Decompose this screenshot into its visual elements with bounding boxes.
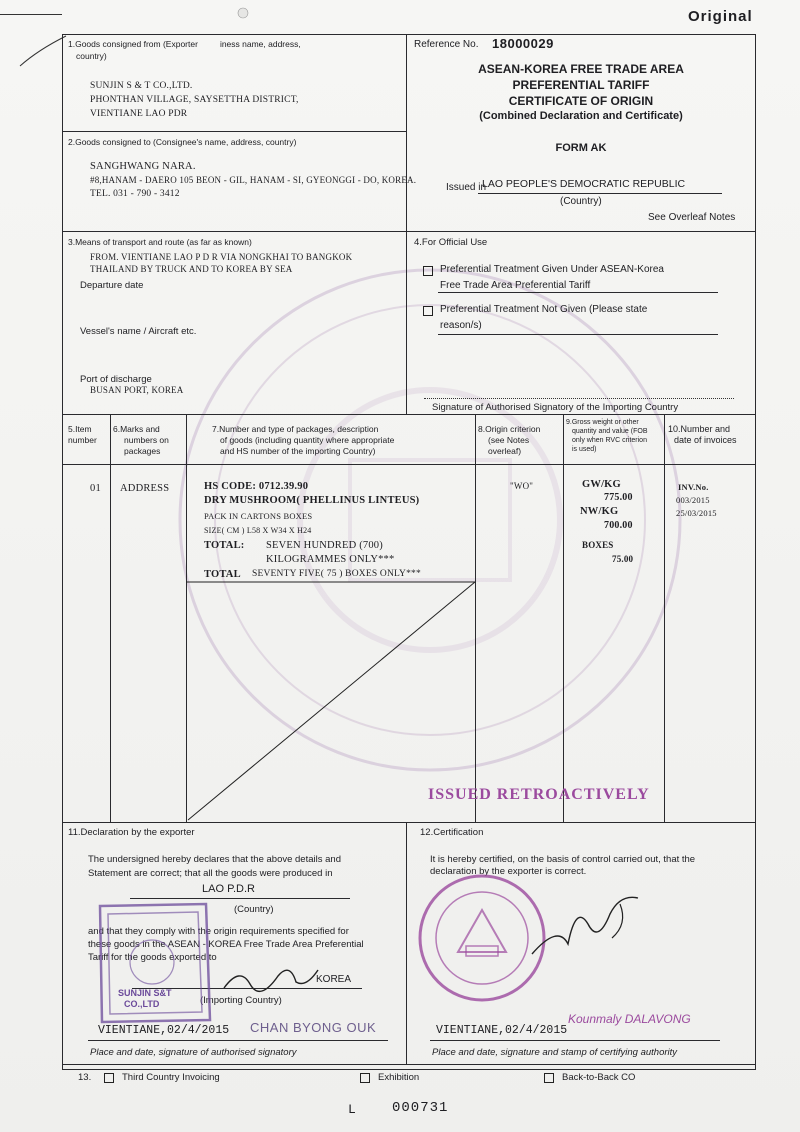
table-header-top	[62, 414, 756, 415]
boxes-label: BOXES	[582, 540, 614, 550]
col8-header-1: 8.Origin criterion	[478, 424, 541, 434]
preferential-given-line-2: Free Trade Area Preferential Tariff	[440, 280, 591, 291]
exporter-stamp-line-2: CO.,LTD	[124, 999, 160, 1009]
goods-description: DRY MUSHROOM( PHELLINUS LINTEUS)	[204, 495, 420, 506]
box11-label: 11.Declaration by the exporter	[68, 827, 195, 838]
nw-label: NW/KG	[580, 506, 619, 517]
produced-country: LAO P.D.R	[202, 883, 255, 895]
port-label: Port of discharge	[80, 374, 152, 385]
exporter-address-1: PHONTHAN VILLAGE, SAYSETTHA DISTRICT,	[90, 95, 299, 105]
exhibition-checkbox[interactable]	[360, 1073, 370, 1083]
hs-code: HS CODE: 0712.39.90	[204, 481, 309, 492]
box1-label: 1.Goods consigned from (Exporter iness name, address,	[68, 39, 301, 49]
packing: PACK IN CARTONS BOXES	[204, 511, 313, 521]
issued-in-label: Issued in	[446, 182, 487, 193]
third-country-label: Third Country Invoicing	[122, 1072, 220, 1083]
certifier-place-date: VIENTIANE,02/4/2015	[436, 1024, 568, 1037]
issued-in-underline	[478, 193, 722, 194]
col10-header-1: 10.Number and	[668, 424, 731, 434]
exporter-footer: Place and date, signature of authorised signatory	[90, 1047, 297, 1058]
col7-header-3: and HS number of the importing Country)	[220, 446, 376, 456]
route-line-1: FROM. VIENTIANE LAO P D R VIA NONGKHAI TO BANGKOK	[90, 252, 353, 262]
box13-top	[62, 1064, 756, 1065]
box2-label: 2.Goods consigned to (Consignee's name, address, country)	[68, 137, 297, 147]
gw-label: GW/KG	[582, 479, 621, 490]
exporter-stamp-line-1: SUNJIN S&T	[118, 988, 172, 998]
total-weight-words-2: KILOGRAMMES ONLY***	[266, 554, 395, 565]
total-boxes-words: SEVENTY FIVE( 75 ) BOXES ONLY***	[252, 569, 421, 579]
port-value: BUSAN PORT, KOREA	[90, 385, 184, 395]
issued-country-label: (Country)	[560, 196, 602, 207]
carton-size: SIZE( CM ) L58 X W34 X H24	[204, 526, 312, 535]
produced-country-label: (Country)	[234, 904, 274, 915]
certification-text-2: declaration by the exporter is correct.	[430, 866, 587, 877]
col10-header-2: date of invoices	[674, 435, 737, 445]
total-boxes-label: TOTAL	[204, 569, 241, 580]
consignee-address: #8,HANAM - DAERO 105 BEON - GIL, HANAM - SI, GYEONGGI - DO, KOREA.	[90, 175, 417, 185]
declaration-text-5: Tariff for the goods exported to	[88, 952, 217, 963]
consignee-tel: TEL. 031 - 790 - 3412	[90, 189, 180, 199]
col6-header-3: packages	[124, 446, 161, 456]
invoice-number: 003/2015	[676, 495, 710, 505]
title-line-3: CERTIFICATE OF ORIGIN	[508, 94, 654, 108]
col9-header-1: 9.Gross weight or other	[566, 419, 639, 426]
preferential-not-given-line-1: Preferential Treatment Not Given (Please state	[440, 304, 648, 315]
frame-left	[62, 34, 63, 1070]
col9-header-4: is used)	[572, 446, 597, 453]
departure-date-label: Departure date	[80, 280, 144, 291]
route-line-2: THAILAND BY TRUCK AND TO KOREA BY SEA	[90, 264, 293, 274]
reference-label: Reference No.	[414, 39, 479, 50]
invoice-date: 25/03/2015	[676, 508, 717, 518]
marks-numbers: ADDRESS	[120, 483, 170, 494]
col-line-1	[110, 414, 111, 822]
certification-text-1: It is hereby certified, on the basis of control carried out, that the	[430, 854, 696, 865]
bottom-mid-divider	[406, 822, 407, 1064]
title-line-2: PREFERENTIAL TARIFF	[512, 78, 650, 92]
declaration-text-1: The undersigned hereby declares that the above details and	[88, 854, 341, 865]
box3-label: 3.Means of transport and route (as far as known)	[68, 237, 252, 247]
declaration-text-4: these goods in the ASEAN - KOREA Free Trade Area Preferential	[88, 939, 364, 950]
importing-country-value: KOREA	[316, 974, 352, 985]
exporter-signatory-name: CHAN BYONG OUK	[250, 1020, 377, 1035]
col7-header-2: of goods (including quantity where appropriate	[220, 435, 395, 445]
title-line-1: ASEAN-KOREA FREE TRADE AREA	[478, 62, 684, 76]
col-line-4	[563, 414, 564, 822]
col5-header-2: number	[68, 435, 97, 445]
total-weight-words: SEVEN HUNDRED (700)	[266, 540, 383, 551]
importing-signature-label: Signature of Authorised Signatory of the Importing Country	[432, 402, 679, 413]
option1-underline	[438, 292, 718, 293]
frame-bottom	[62, 1069, 756, 1070]
serial-prefix: L	[348, 1102, 356, 1117]
col7-header-1: 7.Number and type of packages, description	[212, 424, 379, 434]
preferential-given-line-1: Preferential Treatment Given Under ASEAN-Korea	[440, 264, 664, 275]
exporter-name: SUNJIN S & T CO.,LTD.	[90, 81, 193, 91]
exhibition-label: Exhibition	[378, 1072, 420, 1083]
corner-curve	[18, 30, 68, 70]
consignee-name: SANGHWANG NARA.	[90, 161, 196, 172]
vessel-label: Vessel's name / Aircraft etc.	[80, 326, 197, 337]
col9-header-3: only when RVC criterion	[572, 437, 647, 444]
box4-label: 4.For Official Use	[414, 237, 488, 248]
col5-header-1: 5.Item	[68, 424, 92, 434]
option2-underline	[438, 334, 718, 335]
third-country-checkbox[interactable]	[104, 1073, 114, 1083]
box1-label-country: country)	[76, 51, 107, 61]
overleaf-notes: See Overleaf Notes	[648, 212, 736, 223]
exporter-place-date: VIENTIANE,02/4/2015	[98, 1024, 230, 1037]
preferential-not-given-checkbox[interactable]	[423, 306, 433, 316]
exporter-sign-underline	[88, 1040, 388, 1041]
certifier-sign-underline	[430, 1040, 720, 1041]
preferential-not-given-line-2: reason/s)	[440, 320, 482, 331]
issued-retroactively-stamp: ISSUED RETROACTIVELY	[428, 786, 650, 803]
frame-right	[755, 34, 756, 1070]
boxes-value: 75.00	[612, 554, 634, 564]
col-line-5	[664, 414, 665, 822]
col9-header-2: quantity and value (FOB	[572, 428, 648, 435]
box12-label: 12.Certification	[420, 827, 484, 838]
gw-value: 775.00	[604, 492, 633, 503]
item-number: 01	[90, 483, 101, 494]
box13-label: 13.	[78, 1072, 92, 1083]
back-to-back-checkbox[interactable]	[544, 1073, 554, 1083]
invoice-label: INV.No.	[678, 482, 709, 492]
importing-country-label: (Importing Country)	[200, 995, 282, 1006]
back-to-back-label: Back-to-Back CO	[562, 1072, 636, 1083]
certifier-signature	[528, 884, 648, 964]
goods-bottom	[62, 822, 756, 823]
box1-bottom	[62, 131, 406, 132]
original-label: Original	[688, 8, 753, 25]
declaration-text-3: and that they comply with the origin requirements specified for	[88, 926, 349, 937]
serial-number: 000731	[392, 1100, 449, 1116]
exporter-signature	[220, 958, 340, 998]
total-label: TOTAL:	[204, 540, 245, 551]
issued-in-country: LAO PEOPLE'S DEMOCRATIC REPUBLIC	[482, 178, 686, 190]
col6-header-1: 6.Marks and	[113, 424, 160, 434]
hole-punch	[232, 6, 254, 20]
form-name: FORM AK	[555, 142, 607, 154]
exporter-address-2: VIENTIANE LAO PDR	[90, 109, 188, 119]
col6-header-2: numbers on	[124, 435, 169, 445]
corner-mark	[0, 14, 62, 15]
certifier-officer-name: Kounmaly DALAVONG	[568, 1012, 691, 1026]
frame-top	[62, 34, 756, 35]
box2-bottom	[62, 231, 756, 232]
title-line-4: (Combined Declaration and Certificate)	[479, 110, 683, 122]
preferential-given-checkbox[interactable]	[423, 266, 433, 276]
certifier-footer: Place and date, signature and stamp of certifying authority	[432, 1047, 678, 1058]
reference-number: 18000029	[492, 36, 554, 51]
table-header-bottom	[62, 464, 756, 465]
col8-header-3: overleaf)	[488, 446, 522, 456]
origin-criterion: "WO"	[510, 481, 534, 491]
nw-value: 700.00	[604, 520, 633, 531]
signature-dotted-line	[424, 398, 734, 399]
col8-header-2: (see Notes	[488, 435, 530, 445]
declaration-text-2: Statement are correct; that all the goods were produced in	[88, 868, 333, 879]
